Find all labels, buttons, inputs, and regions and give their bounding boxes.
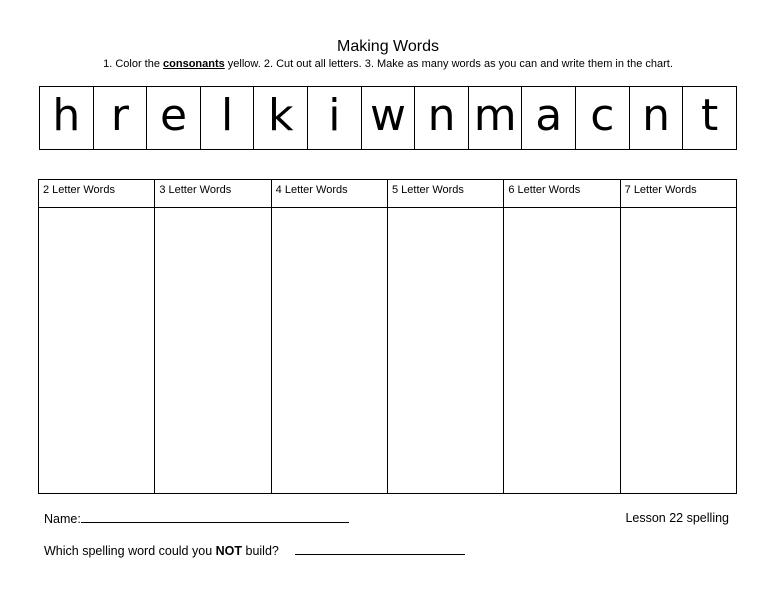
- letter-tile: w: [362, 87, 416, 149]
- letter-tile: i: [308, 87, 362, 149]
- column-writing-area[interactable]: [504, 208, 619, 493]
- chart-column: [39, 180, 155, 493]
- chart-column: [621, 180, 736, 493]
- instructions-text-end: yellow. 2. Cut out all letters. 3. Make as many words as you can and write them in the chart.: [224, 58, 673, 70]
- letter-tile: t: [700, 90, 719, 141]
- column-writing-area[interactable]: [39, 208, 154, 493]
- letter-tile: n: [630, 87, 684, 149]
- lesson-label: Lesson 22 spelling: [625, 511, 729, 525]
- column-header: 6 Letter Words: [504, 180, 619, 208]
- letter-tile: l: [201, 87, 255, 149]
- letter-tile: n: [415, 87, 469, 149]
- column-writing-area[interactable]: [272, 208, 387, 493]
- name-blank[interactable]: [81, 510, 349, 523]
- column-header: 2 Letter Words: [39, 180, 154, 208]
- column-writing-area[interactable]: [388, 208, 503, 493]
- instructions: [0, 57, 776, 71]
- letter-tile: h: [40, 87, 94, 149]
- chart-column: [504, 180, 620, 493]
- instructions-text-start: 1. Color the: [103, 58, 164, 70]
- words-chart: [38, 179, 737, 494]
- chart-column: [388, 180, 504, 493]
- column-header: 3 Letter Words: [155, 180, 270, 208]
- letter-tile: e: [147, 87, 201, 149]
- question-text-start: Which spelling word could you: [44, 544, 216, 558]
- chart-column: [155, 180, 271, 493]
- instructions-emphasis: consonants: [163, 58, 225, 70]
- column-writing-area[interactable]: [621, 208, 736, 493]
- page-title: Making Words: [337, 38, 439, 55]
- letter-tile: a: [522, 87, 576, 149]
- letter-tile: c: [576, 87, 630, 149]
- name-label: Name:: [44, 512, 81, 526]
- column-writing-area[interactable]: [155, 208, 270, 493]
- question-text-end: build?: [242, 544, 279, 558]
- chart-column: [272, 180, 388, 493]
- column-header: 4 Letter Words: [272, 180, 387, 208]
- column-header: 5 Letter Words: [388, 180, 503, 208]
- question-field: [44, 542, 465, 559]
- question-emphasis: NOT: [215, 544, 243, 558]
- column-header: 7 Letter Words: [621, 180, 736, 208]
- letter-tile: k: [254, 87, 308, 149]
- name-field: [44, 510, 349, 527]
- letter-strip: [39, 86, 737, 150]
- answer-blank[interactable]: [295, 542, 465, 555]
- letter-tile: r: [94, 87, 148, 149]
- letter-tile: m: [469, 87, 523, 149]
